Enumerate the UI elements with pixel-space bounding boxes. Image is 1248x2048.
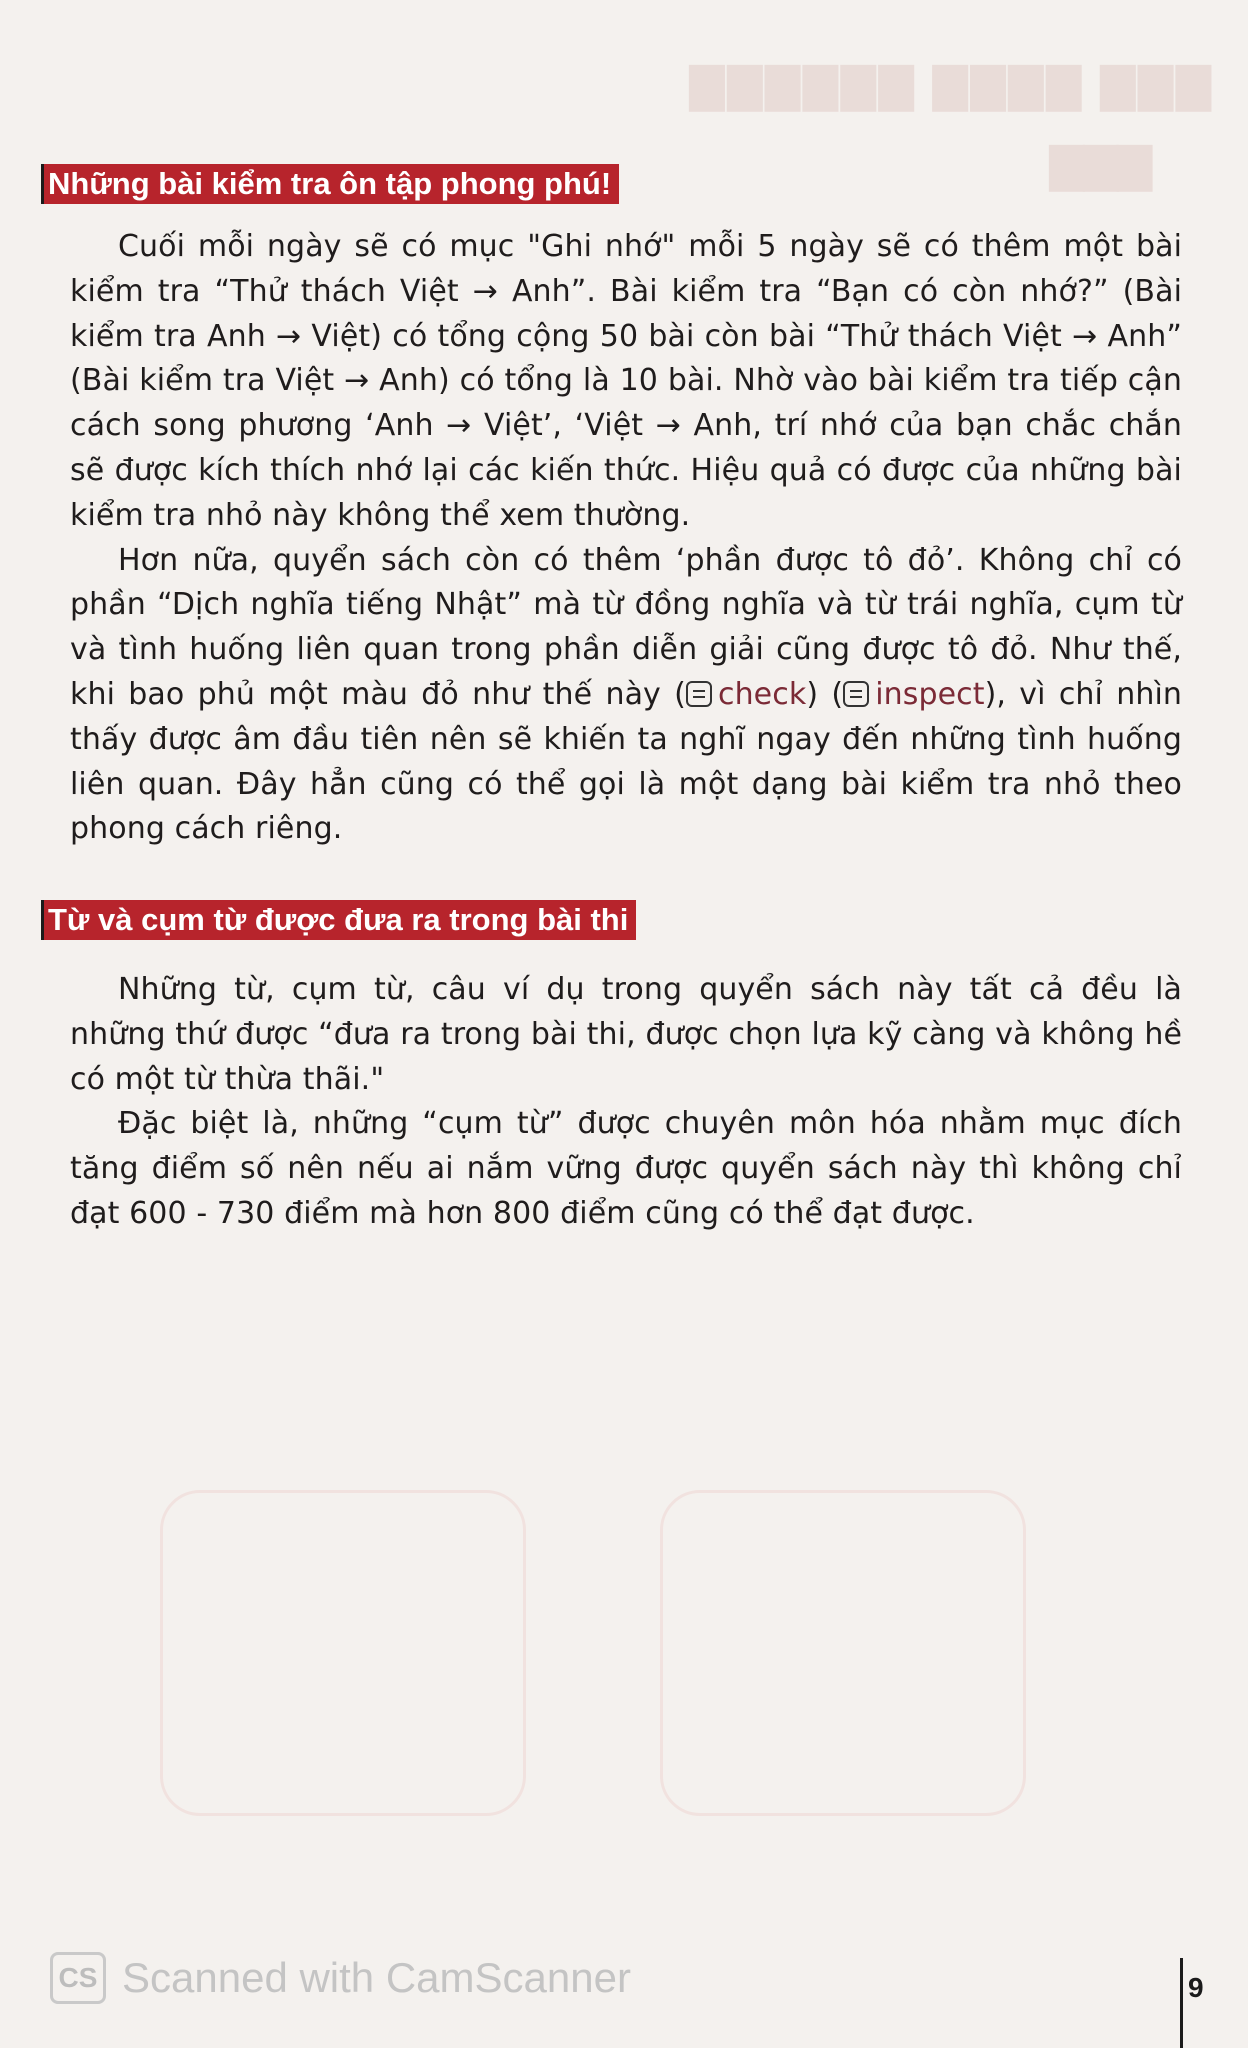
show-through-title: ▇▇▇▇▇▇ ▇▇▇▇ ▇▇▇ xyxy=(690,61,1215,110)
page-number: 9 xyxy=(1188,1972,1204,2003)
page-number-rule xyxy=(1180,1958,1183,2048)
list-box-icon xyxy=(843,681,869,707)
list-box-icon xyxy=(686,681,712,707)
paragraph-text: ), vì chỉ nhìn thấy được âm đầu tiên nên sẽ khiến ta nghĩ ngay đến những tình huống liên quan. Đây hẳn cũng có thể gọi là một dạng bài kiểm tra nhỏ theo phong cách riêng. xyxy=(70,676,1183,847)
show-through-box-right xyxy=(660,1490,1026,1816)
paragraph-tests: Cuối mỗi ngày sẽ có mục "Ghi nhớ" mỗi 5 ngày sẽ có thêm một bài kiểm tra “Thử thách Việt → Anh”. Bài kiểm tra “Bạn có còn nhớ?” (Bài kiểm tra Anh → Việt) có tổng cộng 50 bài còn bài “Thử thách Việt → Anh” (Bài kiểm tra Việt → Anh) có tổng là 10 bài. Nhờ vào bài kiểm tra tiếp cận cách song phương ‘Anh → Việt’, ‘Việt → Anh, trí nhớ của bạn chắc chắn sẽ được kích thích nhớ lại các kiến thức. Hiệu quả có được của những bài kiểm tra nhỏ này không thể xem thường. xyxy=(70,229,1182,533)
reference-check: check xyxy=(717,676,807,712)
paragraph-red-highlight xyxy=(70,539,1182,853)
paragraph-exam-words: Những từ, cụm từ, câu ví dụ trong quyển sách này tất cả đều là những thứ được “đưa ra trong bài thi, được chọn lựa kỹ càng và không hề có một từ thừa thãi." xyxy=(70,972,1182,1097)
paragraph-phrases: Đặc biệt là, những “cụm từ” được chuyên môn hóa nhằm mục đích tăng điểm số nên nếu ai nắm vững được quyển sách này thì không chỉ đạt 600 - 730 điểm mà hơn 800 điểm cũng có thể đạt được. xyxy=(70,1106,1182,1231)
reference-inspect: inspect xyxy=(875,676,985,712)
section-body xyxy=(70,968,1182,1237)
section-heading: Từ và cụm từ được đưa ra trong bài thi xyxy=(44,900,636,940)
show-through-subtitle: ▇▇▇ xyxy=(1050,141,1152,190)
paragraph-text: ) xyxy=(806,676,819,712)
camscanner-logo: CS xyxy=(50,1952,106,2004)
paragraph-text: ( xyxy=(674,676,686,712)
paragraph-text: ( xyxy=(818,676,844,712)
paragraph-text: Hơn nữa, quyển sách còn có thêm ‘phần được tô đỏ’. Không chỉ có phần “Dịch nghĩa tiếng Nhật” mà từ đồng nghĩa và từ trái nghĩa, cụm từ và tình huống liên quan trong phần diễn giải cũng được tô đỏ. Như thế, khi bao phủ một màu đỏ như thế này xyxy=(70,542,1182,712)
section-body xyxy=(70,225,1182,852)
section-heading: Những bài kiểm tra ôn tập phong phú! xyxy=(44,164,619,204)
scanner-watermark: Scanned with CamScanner xyxy=(122,1954,631,2001)
show-through-box-left xyxy=(160,1490,526,1816)
